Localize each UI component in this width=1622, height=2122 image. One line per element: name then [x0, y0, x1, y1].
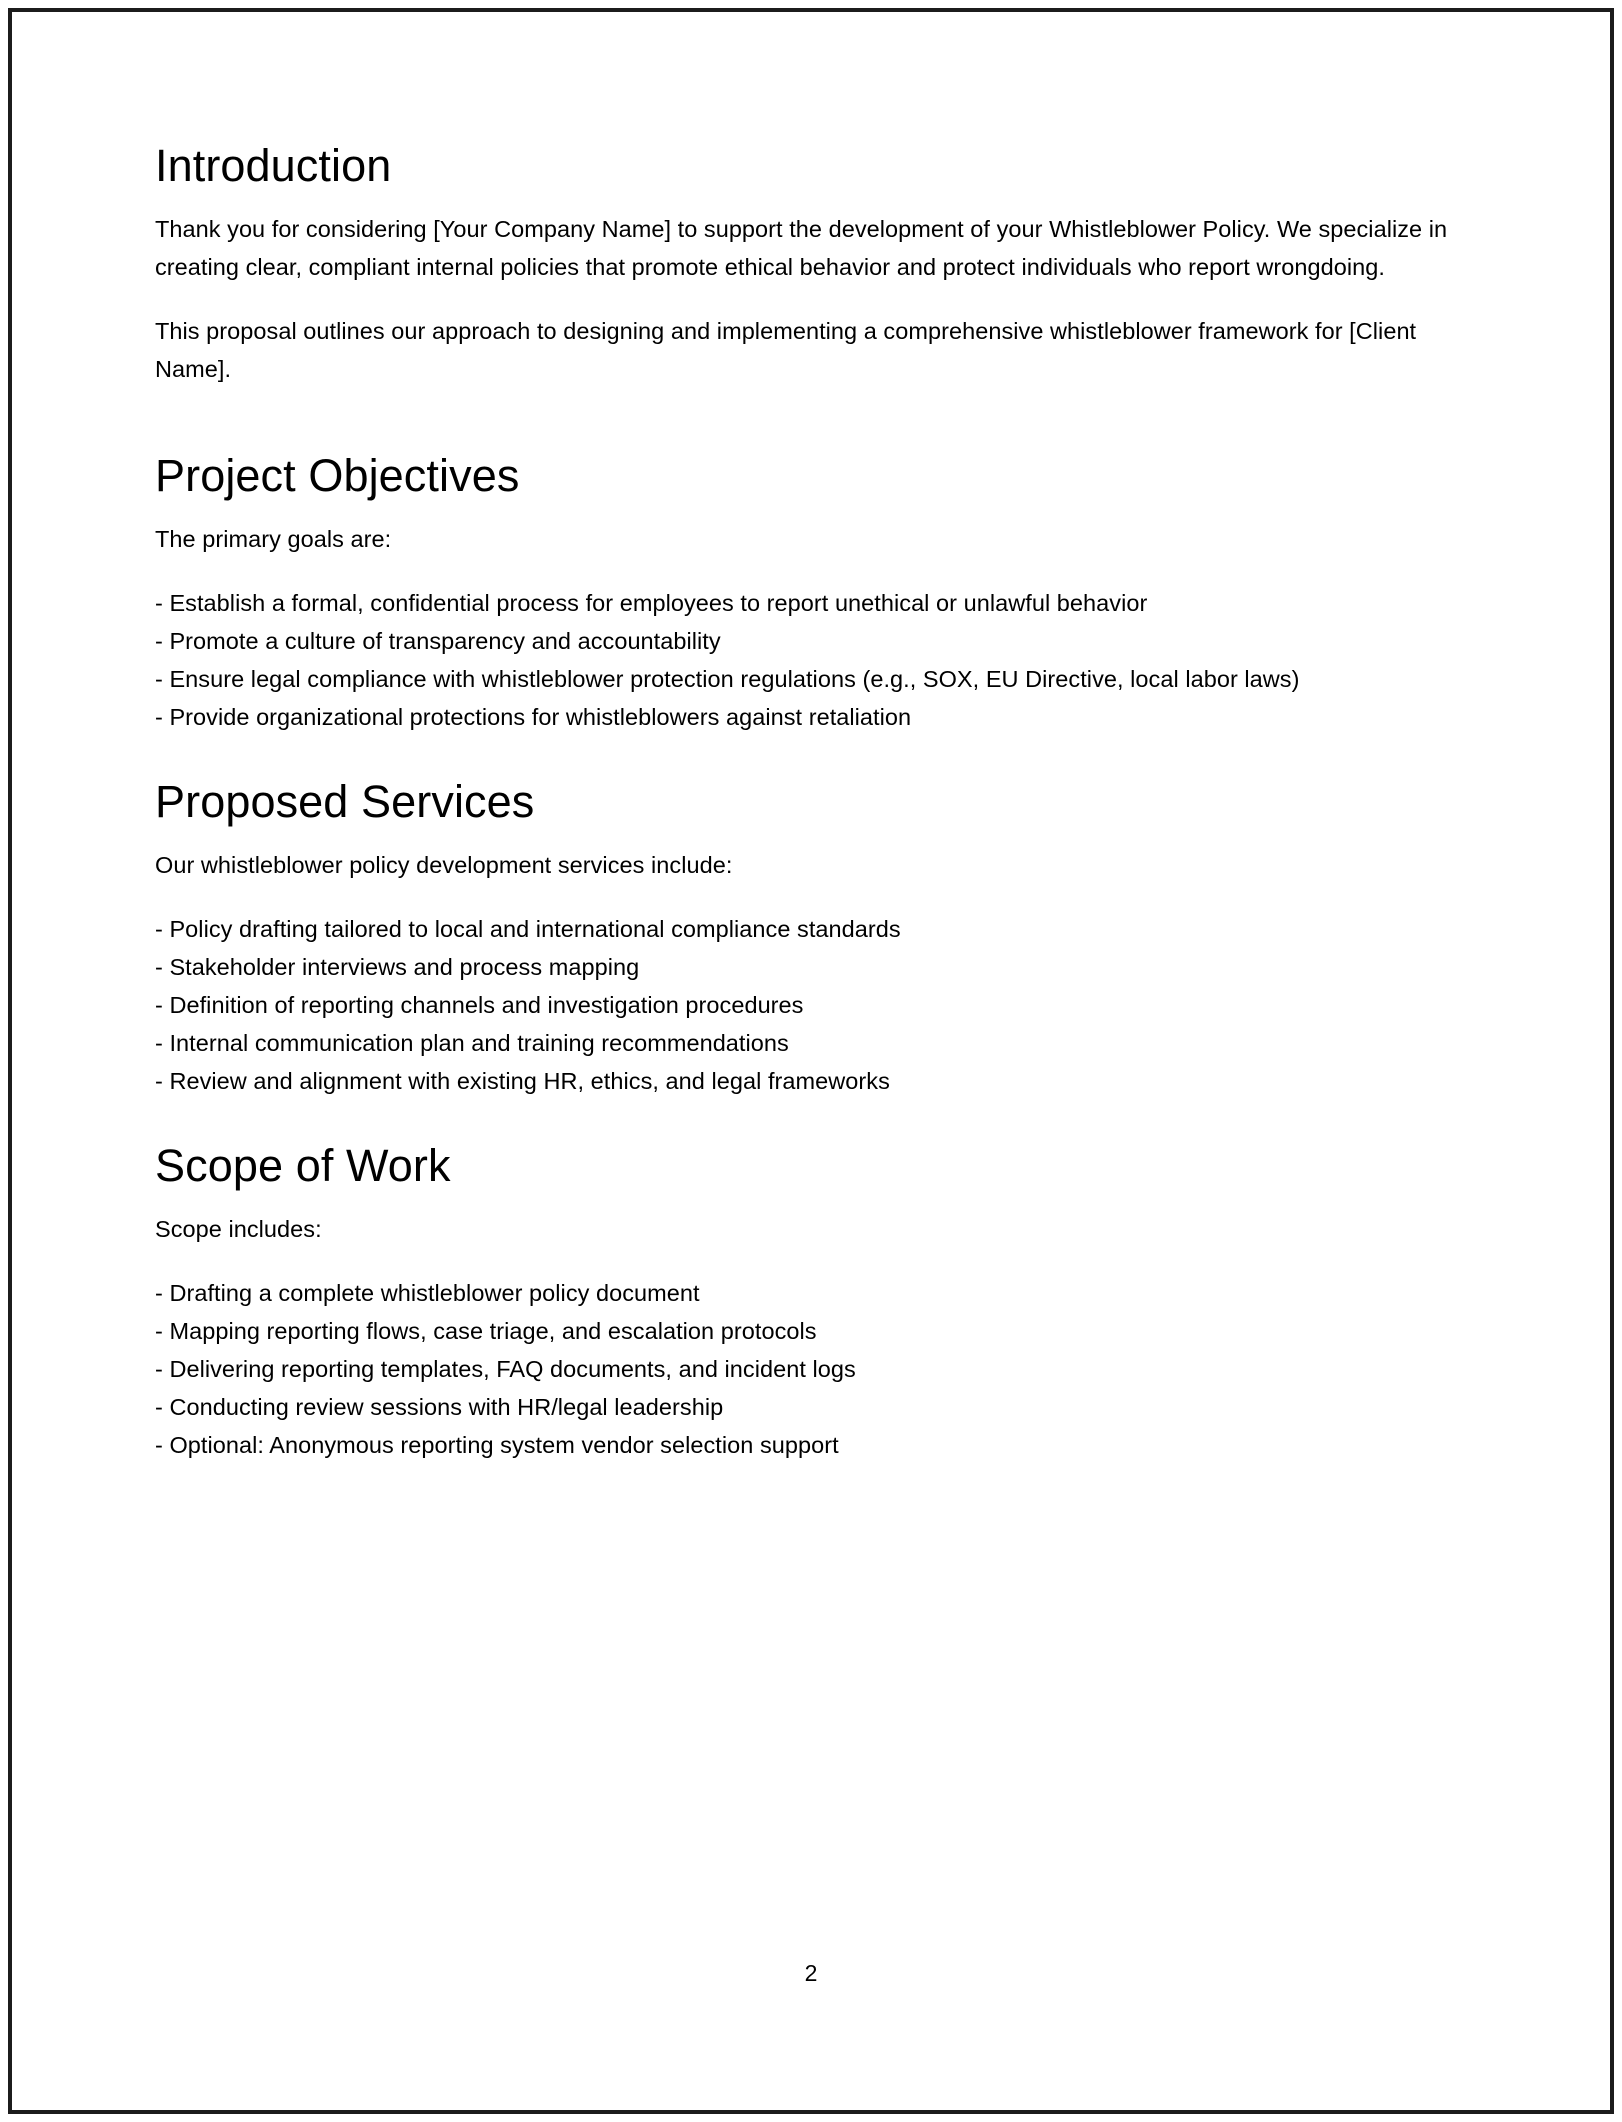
page-number: 2 — [804, 1960, 818, 1986]
section-scope-of-work — [155, 1140, 1455, 1464]
list-item: - Conducting review sessions with HR/legal leadership — [155, 1394, 724, 1421]
heading-introduction: Introduction — [155, 140, 392, 191]
scope-of-work-list — [155, 1274, 1455, 1464]
project-objectives-intro: The primary goals are: — [155, 525, 392, 552]
list-item: - Policy drafting tailored to local and international compliance standards — [155, 915, 901, 942]
spacer — [155, 1248, 1455, 1274]
section-project-objectives — [155, 450, 1455, 736]
section-introduction — [155, 140, 1455, 388]
list-item: - Drafting a complete whistleblower policy document — [155, 1280, 700, 1306]
heading-project-objectives: Project Objectives — [155, 450, 520, 501]
scope-of-work-intro: Scope includes: — [155, 1215, 322, 1242]
list-item: - Review and alignment with existing HR, ethics, and legal frameworks — [155, 1068, 890, 1095]
section-proposed-services — [155, 776, 1455, 1100]
list-item: - Mapping reporting flows, case triage, and escalation protocols — [155, 1318, 817, 1345]
heading-proposed-services: Proposed Services — [155, 776, 535, 828]
spacer — [155, 388, 1455, 450]
proposed-services-intro: Our whistleblower policy development services include: — [155, 851, 733, 878]
spacer — [155, 884, 1455, 910]
list-item: - Ensure legal compliance with whistleblower protection regulations (e.g., SOX, EU Directive, local labor laws) — [155, 665, 1300, 692]
list-item: - Internal communication plan and training recommendations — [155, 1030, 789, 1057]
project-objectives-list — [155, 584, 1455, 736]
introduction-paragraph-2: This proposal outlines our approach to designing and implementing a comprehensive whistleblower framework for [Client Name]. — [155, 317, 1417, 382]
spacer — [155, 286, 1455, 312]
heading-scope-of-work: Scope of Work — [155, 1140, 451, 1192]
spacer — [155, 736, 1455, 776]
list-item: - Establish a formal, confidential process for employees to report unethical or unlawful behavior — [155, 589, 1148, 616]
list-item: - Definition of reporting channels and investigation procedures — [155, 992, 804, 1018]
list-item: - Optional: Anonymous reporting system vendor selection support — [155, 1432, 839, 1459]
list-item: - Delivering reporting templates, FAQ documents, and incident logs — [155, 1356, 856, 1383]
list-item: - Provide organizational protections for whistleblowers against retaliation — [155, 704, 912, 730]
spacer — [155, 558, 1455, 584]
spacer — [155, 1100, 1455, 1140]
introduction-paragraph-1: Thank you for considering [Your Company Name] to support the development of your Whistleblower Policy. We specialize in creating clear, compliant internal policies that promote ethical behavior and protect individuals who report wrongdoing. — [155, 215, 1448, 280]
list-item: - Promote a culture of transparency and accountability — [155, 627, 721, 654]
document-content — [155, 140, 1455, 1464]
list-item: - Stakeholder interviews and process mapping — [155, 953, 640, 980]
proposed-services-list — [155, 910, 1455, 1100]
